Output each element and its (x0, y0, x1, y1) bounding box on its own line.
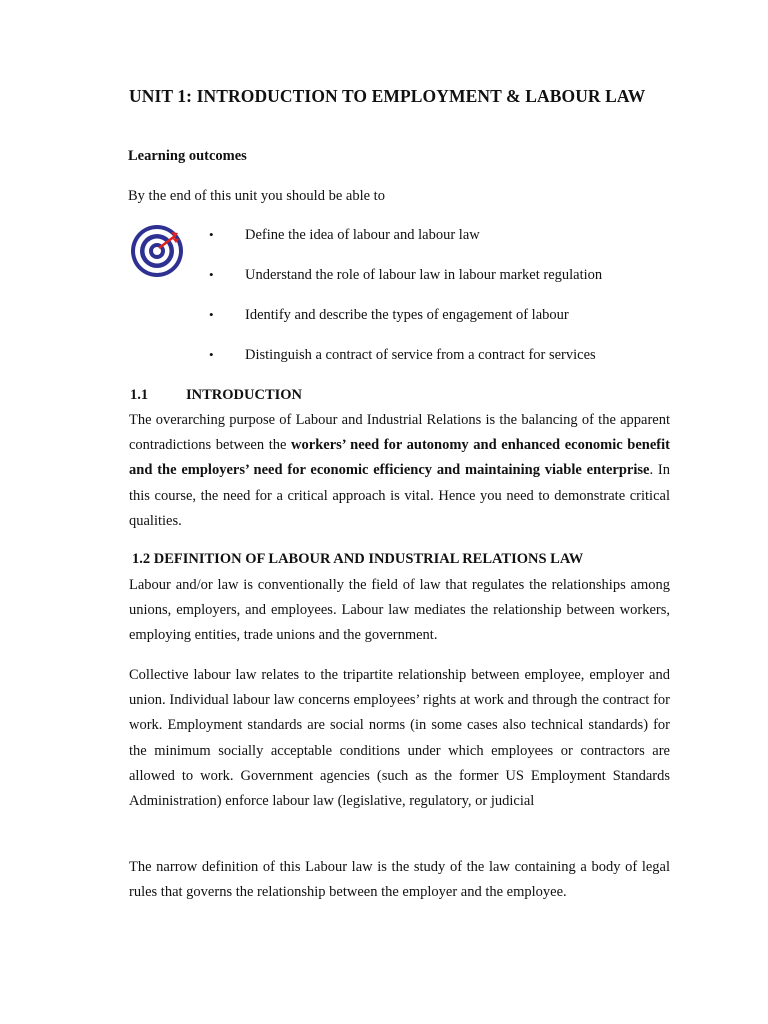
bullet-glyph: • (209, 267, 214, 282)
learning-outcomes-intro: By the end of this unit you should be able to (128, 188, 385, 204)
bullet-glyph: • (209, 227, 214, 242)
outcome-text: Define the idea of labour and labour law (245, 227, 480, 243)
definition-paragraph-2: Collective labour law relates to the tripartite relationship between employee, employer and union. Individual labour law concerns employees’ rights at work and through the contract for work. Employment standards are social norms (in some cases also technical standards) for the minimum socially acceptable conditions under which employees or contractors are allowed to work. Government agencies (such as the former US Employment Standards Administration) enforce labour law (legislative, regulatory, or judicial (129, 667, 670, 810)
outcome-text: Distinguish a contract of service from a contract for services (245, 347, 596, 363)
definition-paragraph-1: Labour and/or law is conventionally the field of law that regulates the relationships among unions, employers, and employees. Labour law mediates the relationship between workers, employing entities, trade unions and the government. (129, 577, 670, 644)
outcome-text: Understand the role of labour law in labour market regulation (245, 267, 603, 283)
bullet-glyph: • (209, 307, 214, 322)
bullet-glyph: • (209, 347, 214, 362)
section-number: 1.1 (130, 387, 149, 403)
definition-heading: 1.2 DEFINITION OF LABOUR AND INDUSTRIAL RELATIONS LAW (132, 551, 584, 567)
outcome-text: Identify and describe the types of engagement of labour (245, 307, 569, 323)
unit-title: UNIT 1: INTRODUCTION TO EMPLOYMENT & LABOUR LAW (129, 86, 646, 106)
section-title: INTRODUCTION (186, 387, 303, 403)
intro-text-b: . In this course, the need for a critical approach is vital. Hence you need to demonstrate critical qualities. (129, 462, 670, 529)
intro-paragraph (129, 408, 670, 534)
target-icon (130, 224, 186, 278)
learning-outcomes-heading: Learning outcomes (128, 148, 247, 164)
intro-text-a: The overarching purpose of Labour and Industrial Relations is the balancing of the apparent contradictions between the (129, 412, 670, 454)
intro-text-bold: workers’ need for autonomy and enhanced economic benefit and the employers’ need for economic efficiency and maintaining viable enterprise (129, 437, 670, 479)
definition-paragraph-3: The narrow definition of this Labour law is the study of the law containing a body of legal rules that governs the relationship between the employer and the employee. (129, 859, 670, 901)
